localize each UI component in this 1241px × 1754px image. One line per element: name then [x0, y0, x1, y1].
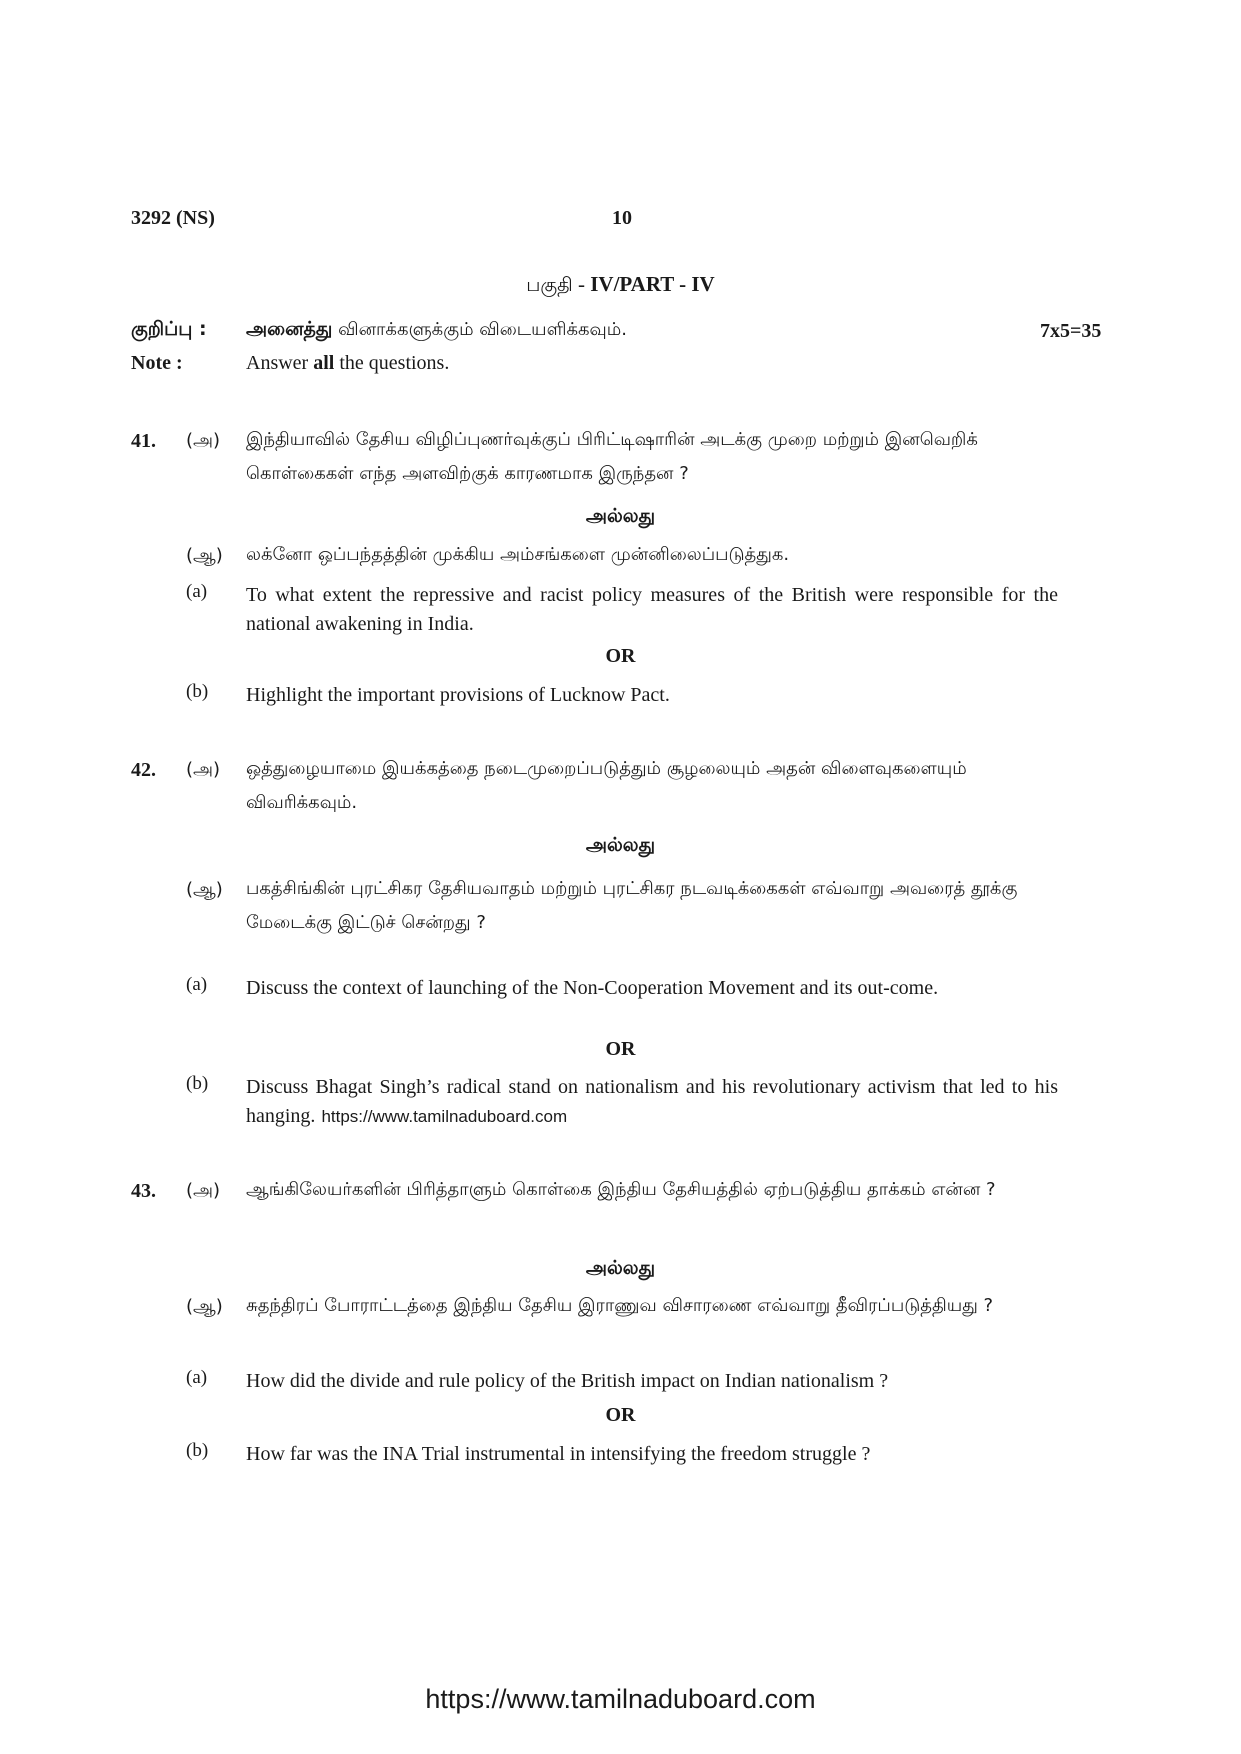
part-title-en: IV/PART - IV	[590, 272, 715, 296]
option-label-en: (b)	[186, 681, 209, 702]
question-text-ta: ஆங்கிலேயர்களின் பிரித்தாளும் கொள்கை இந்திய தேசியத்தில் ஏற்படுத்திய தாக்கம் என்ன ?	[246, 1179, 996, 1200]
part-title-separator: -	[572, 272, 591, 296]
note-label-ta: குறிப்பு :	[131, 318, 207, 340]
note-text-ta	[246, 318, 627, 343]
or-divider-en: OR	[605, 645, 636, 667]
note-label-en: Note :	[131, 352, 183, 374]
note-text-ta-rest: வினாக்களுக்கும் விடையளிக்கவும்.	[332, 319, 627, 340]
question-text-ta: லக்னோ ஒப்பந்தத்தின் முக்கிய அம்சங்களை முன்னிலைப்படுத்துக.	[246, 544, 790, 565]
option-label-en: (a)	[186, 1367, 208, 1388]
question-text-ta: பகத்சிங்கின் புரட்சிகர தேசியவாதம் மற்றும் புரட்சிகர நடவடிக்கைகள் எவ்வாறு அவரைத் தூக்கு மேடைக்கு இட்டுச் சென்றது ?	[246, 878, 1018, 933]
option-label-en: (a)	[186, 581, 208, 602]
part-title	[0, 272, 1241, 299]
question-text-ta: ஒத்துழையாமை இயக்கத்தை நடைமுறைப்படுத்தும் சூழலையும் அதன் விளைவுகளையும் விவரிக்கவும்.	[246, 758, 967, 813]
question-text-en: Discuss the context of launching of the Non-Cooperation Movement and its out-come.	[246, 977, 939, 999]
option-label-ta: (அ)	[186, 430, 221, 451]
or-divider-ta: அல்லது	[585, 505, 656, 527]
note-text-en	[246, 352, 449, 375]
question-text-en	[246, 1073, 1058, 1131]
or-divider-en: OR	[605, 1038, 636, 1060]
option-label-ta: (ஆ)	[186, 1296, 223, 1317]
marks: 7x5=35	[1040, 320, 1102, 342]
question-number: 42.	[131, 759, 156, 781]
or-divider-ta: அல்லது	[585, 834, 656, 856]
part-title-ta: பகுதி	[526, 274, 573, 296]
question-text-ta: இந்தியாவில் தேசிய விழிப்புணர்வுக்குப் பிரிட்டிஷாரின் அடக்கு முறை மற்றும் இனவெறிக் கொள்கைகள் எந்த அளவிற்குக் காரணமாக இருந்தன ?	[246, 429, 978, 484]
question-number: 41.	[131, 430, 156, 452]
note-text-en-post: the questions.	[334, 352, 450, 374]
page-number: 10	[612, 207, 632, 229]
footer-url-link[interactable]: https://www.tamilnaduboard.com	[425, 1684, 816, 1714]
option-label-en: (a)	[186, 974, 208, 995]
question-number: 43.	[131, 1180, 156, 1202]
note-text-ta-bold: அனைத்து	[246, 318, 333, 340]
or-divider-ta: அல்லது	[585, 1257, 656, 1279]
inline-url-link[interactable]: https://www.tamilnaduboard.com	[321, 1107, 568, 1126]
question-text-en: Highlight the important provisions of Lucknow Pact.	[246, 684, 670, 706]
option-label-ta: (அ)	[186, 1180, 221, 1201]
question-text-en: To what extent the repressive and racist policy measures of the British were responsible for the national awakening in India.	[246, 584, 1058, 635]
option-label-en: (b)	[186, 1440, 209, 1461]
option-label-ta: (ஆ)	[186, 545, 223, 566]
option-label-ta: (ஆ)	[186, 879, 223, 900]
question-text-en: How did the divide and rule policy of the British impact on Indian nationalism ?	[246, 1370, 889, 1392]
question-text-ta: சுதந்திரப் போராட்டத்தை இந்திய தேசிய இராணுவ விசாரணை எவ்வாறு தீவிரப்படுத்தியது ?	[246, 1295, 994, 1316]
question-text-en-body: Discuss Bhagat Singh’s radical stand on nationalism and his revolutionary activism that led to his hanging.	[246, 1076, 1058, 1127]
note-text-en-pre: Answer	[246, 352, 314, 374]
paper-code: 3292 (NS)	[131, 207, 215, 229]
option-label-ta: (அ)	[186, 759, 221, 780]
or-divider-en: OR	[605, 1404, 636, 1426]
note-text-en-bold: all	[313, 352, 335, 374]
option-label-en: (b)	[186, 1073, 209, 1094]
question-text-en: How far was the INA Trial instrumental in intensifying the freedom struggle ?	[246, 1443, 871, 1465]
